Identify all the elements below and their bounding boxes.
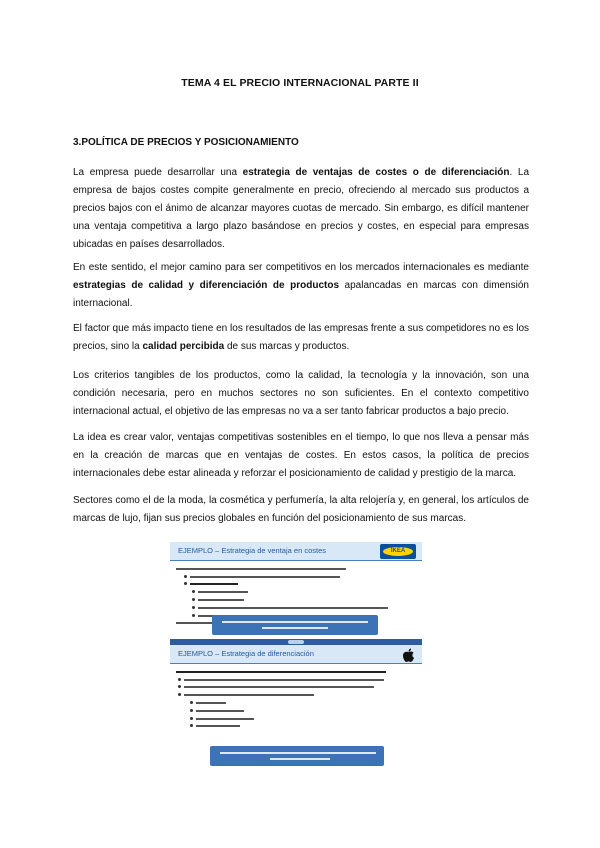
slide-header <box>170 645 422 664</box>
bold-phrase: estrategias de calidad y diferenciación de productos <box>73 280 340 291</box>
paragraph-6: Sectores como el de la moda, la cosmética y perfumería, la alta relojería y, en general, los artículos de marcas de lujo, fijan sus precios globales en función del posicionamiento de sus marcas. <box>73 495 529 524</box>
paragraph-3: El factor que más impacto tiene en los resultados de las empresas frente a sus competidores no es los precios, sino la calidad percibida de sus marcas y productos. <box>73 323 529 352</box>
apple-logo-icon <box>402 648 415 663</box>
slide-title: EJEMPLO – Estrategia de diferenciación <box>178 649 314 658</box>
paragraph-1: La empresa puede desarrollar una estrategia de ventajas de costes o de diferenciación. La empresa de bajos costes compite generalmente en precio, ofreciendo al mercado sus productos a precios bajos con el ánimo de alcanzar mayores cuotas de mercado. Sin embargo, es difícil mantener una ventaja competitiva a largo plazo basándose en precios y costes, en especial para empresas ubicadas en países desarrollados. <box>73 167 530 250</box>
slide-title: EJEMPLO – Estrategia de ventaja en costes <box>178 546 326 555</box>
paragraph-2: En este sentido, el mejor camino para ser competitivos en los mercados internacionales es mediante estrategias de calidad y diferenciación de productos apalancadas en marcas con dimensión internacional. <box>73 262 529 309</box>
slide-header <box>170 542 422 561</box>
bold-phrase: calidad percibida <box>142 341 225 352</box>
slide-differentiation-strategy <box>170 645 422 769</box>
ikea-logo-icon: IKEA <box>380 544 416 559</box>
slide-divider <box>170 637 422 645</box>
slides-image <box>170 542 422 769</box>
slide-cost-strategy <box>170 542 422 637</box>
paragraph-5: La idea es crear valor, ventajas competitivas sostenibles en el tiempo, lo que nos lleva a pensar más en la creación de marcas que en ventajas de costes. En estos casos, la política de precios internacionales debe estar alineada y reforzar el posicionamiento de calidad y prestigio de la marca. <box>73 432 529 479</box>
slide-callout <box>212 615 378 635</box>
slide-callout <box>210 746 384 766</box>
section-heading: 3.POLÍTICA DE PRECIOS Y POSICIONAMIENTO <box>73 137 299 148</box>
slide-bullets <box>176 667 416 731</box>
document-title: TEMA 4 EL PRECIO INTERNACIONAL PARTE II <box>181 77 419 89</box>
paragraph-4: Los criterios tangibles de los productos, como la calidad, la tecnología y la innovación, son una condición necesaria, pero en muchos sectores no son suficientes. En el contexto competitivo internacional actual, el objetivo de las empresas no va a ser tanto fabricar productos a bajo precio. <box>73 370 529 417</box>
bold-phrase: estrategia de ventajas de costes o de diferenciación <box>242 167 510 178</box>
